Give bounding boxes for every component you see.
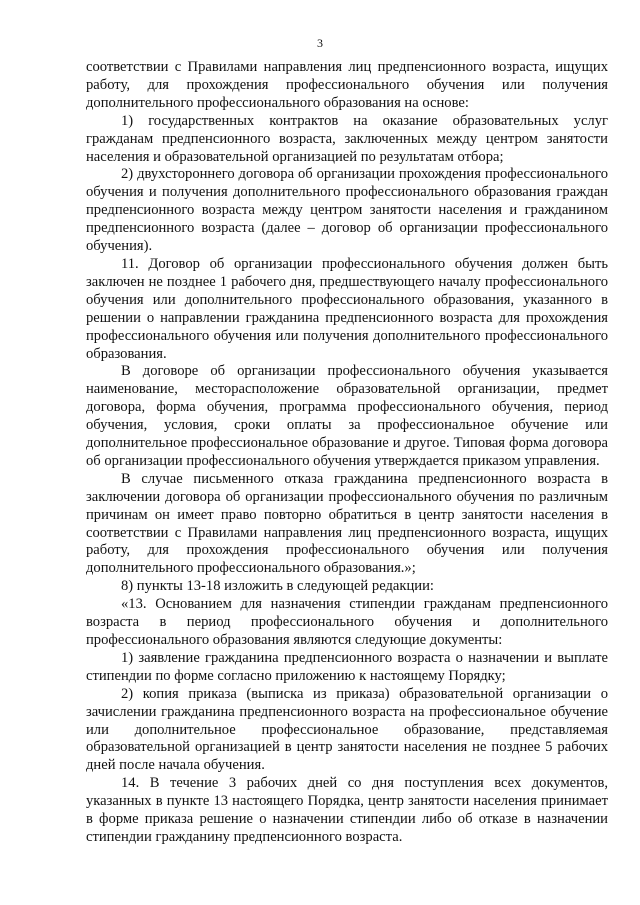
paragraph-item-2: 2) двухстороннего договора об организации прохождения профессионального обучения и получения дополнительного профессионального образования граждан предпенсионного возраста между центром занятости населения и гражданином предпенсионного возраста (далее – договор об организации профессионального обучения). xyxy=(86,166,608,255)
paragraph-continuation: соответствии с Правилами направления лиц предпенсионного возраста, ищущих работу, для прохождения профессионального обучения или получения дополнительного профессионального образования на основе: xyxy=(86,59,608,111)
paragraph-clause-11: 11. Договор об организации профессионального обучения должен быть заключен не позднее 1 рабочего дня, предшествующего началу профессионального обучения или дополнительного профессионального образования, указанного в решении о направлении гражданина предпенсионного возраста для прохождения профессионального обучения или получения дополнительного профессионального образования. xyxy=(86,255,608,362)
paragraph-amendment-8: 8) пункты 13-18 изложить в следующей редакции: xyxy=(121,578,434,595)
paragraph-item-1: 1) государственных контрактов на оказание образовательных услуг гражданам предпенсионного возраста, заключенных между центром занятости населения и образовательной организацией по результатам отбора; xyxy=(86,112,608,165)
paragraph-refusal: В случае письменного отказа гражданина предпенсионного возраста в заключении договора об организации профессионального обучения по различным причинам он имеет право повторно обратиться в центр занятости населения в соответствии с Правилами направления лиц предпенсионного возраста, ищущих работу, для прохождения профессионального обучения или получения дополнительного профессионального образования.»; xyxy=(86,470,608,577)
document-body xyxy=(86,59,608,847)
paragraph-clause-13: «13. Основанием для назначения стипендии гражданам предпенсионного возраста в период профессионального обучения и дополнительного профессионального образования являются следующие документы: xyxy=(86,596,608,648)
paragraph-document-1: 1) заявление гражданина предпенсионного возраста о назначении и выплате стипендии по форме согласно приложению к настоящему Порядку; xyxy=(86,649,608,684)
paragraph-document-2: 2) копия приказа (выписка из приказа) образовательной организации о зачислении гражданина предпенсионного возраста на профессиональное обучение или дополнительное профессиональное образование, представляемая образовательной организацией в центр занятости населения не позднее 5 рабочих дней после начала обучения. xyxy=(86,685,608,774)
page-number: 3 xyxy=(317,36,323,50)
paragraph-contract-contents: В договоре об организации профессионального обучения указывается наименование, месторасположение образовательной организации, предмет договора, форма обучения, программа профессионального обучения, период обучения, условия, сроки оплаты за профессиональное обучение или дополнительное профессиональное образование и другое. Типовая форма договора об организации профессионального обучения утверждается приказом управления. xyxy=(86,363,608,469)
paragraph-clause-14: 14. В течение 3 рабочих дней со дня поступления всех документов, указанных в пункте 13 настоящего Порядка, центр занятости населения принимает в форме приказа решение о назначении стипендии либо об отказе в назначении стипендии гражданину предпенсионного возраста. xyxy=(86,775,608,845)
